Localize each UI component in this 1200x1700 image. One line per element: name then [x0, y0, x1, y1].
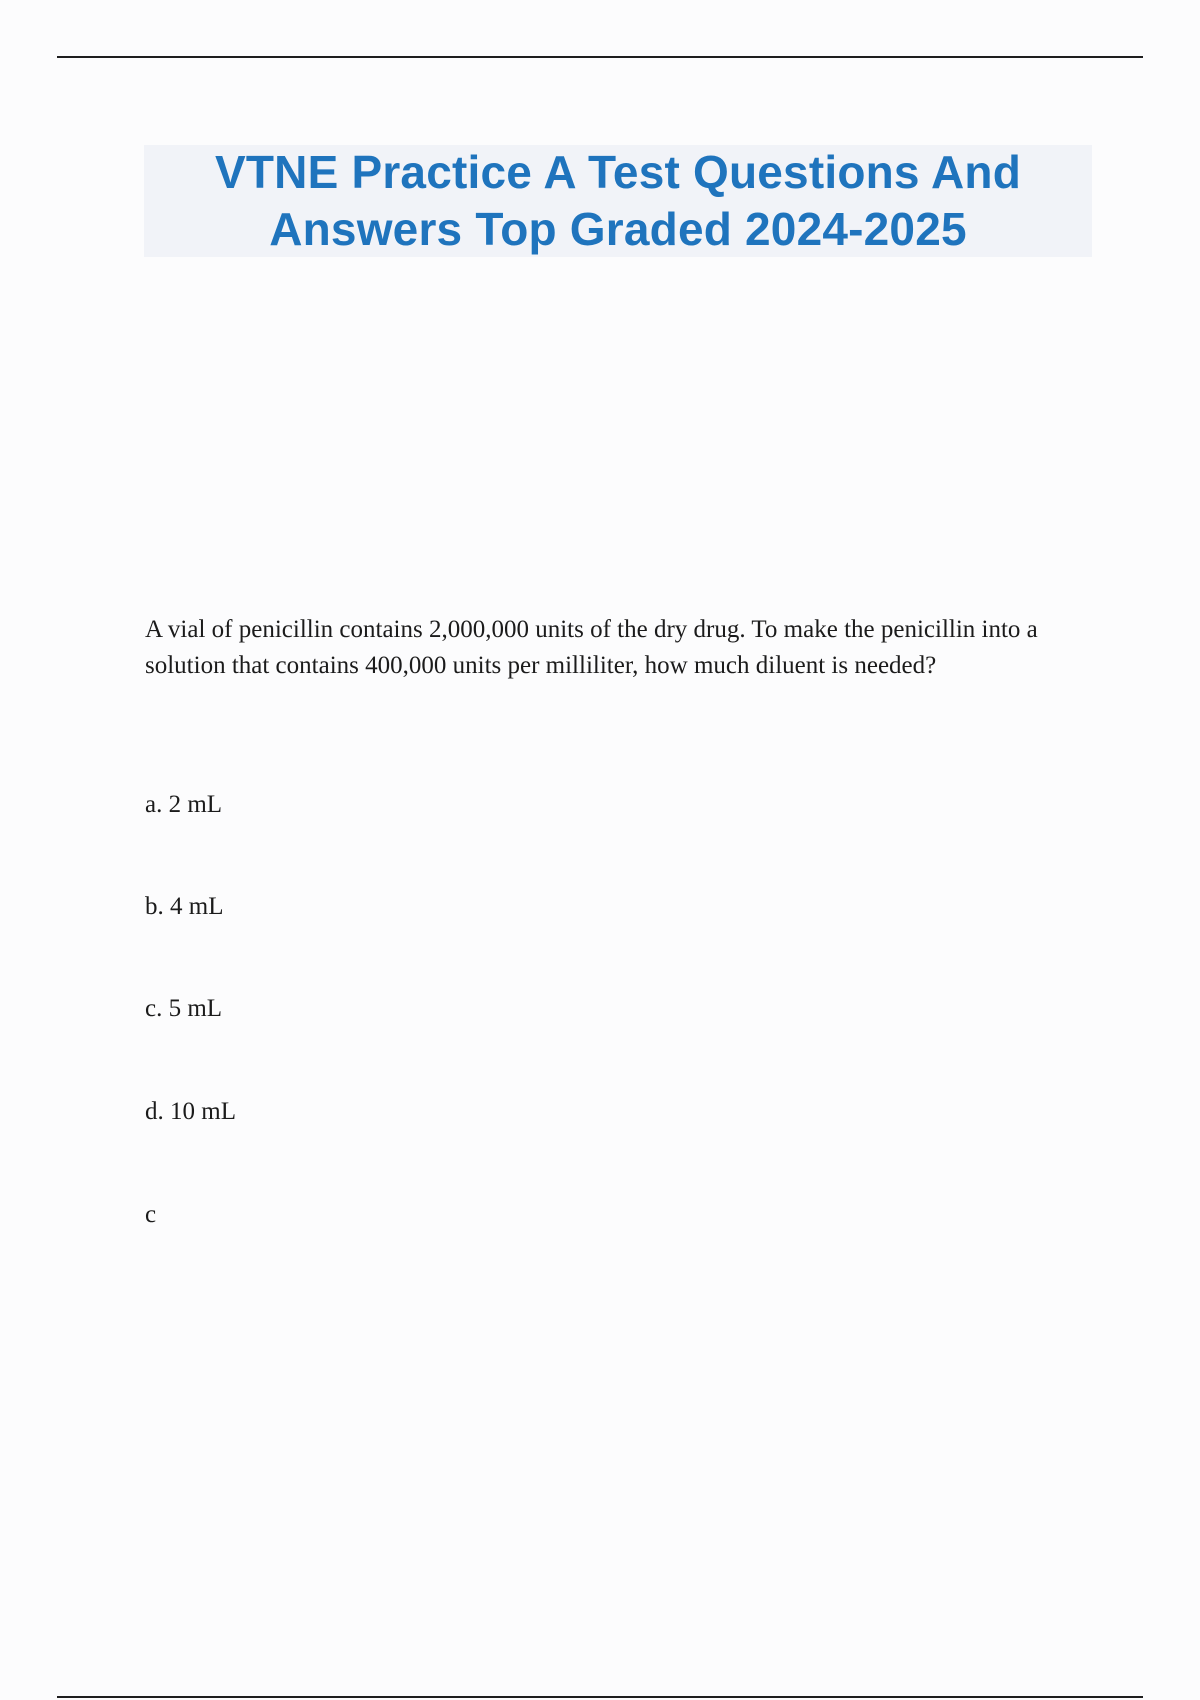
answer-text: c — [145, 1201, 157, 1228]
option-c: c. 5 mL — [145, 995, 223, 1022]
document-title: VTNE Practice A Test Questions And Answers Top Graded 2024-2025 — [214, 146, 1021, 255]
option-a: a. 2 mL — [145, 791, 223, 818]
question-text: A vial of penicillin contains 2,000,000 units of the dry drug. To make the penicillin into a solution that contains 400,000 units per milliliter, how much diluent is needed? — [145, 616, 1038, 679]
top-rule — [57, 56, 1143, 58]
option-d: d. 10 mL — [145, 1098, 236, 1125]
title-banner — [144, 145, 1092, 257]
option-b: b. 4 mL — [145, 893, 224, 920]
bottom-rule — [57, 1696, 1143, 1698]
